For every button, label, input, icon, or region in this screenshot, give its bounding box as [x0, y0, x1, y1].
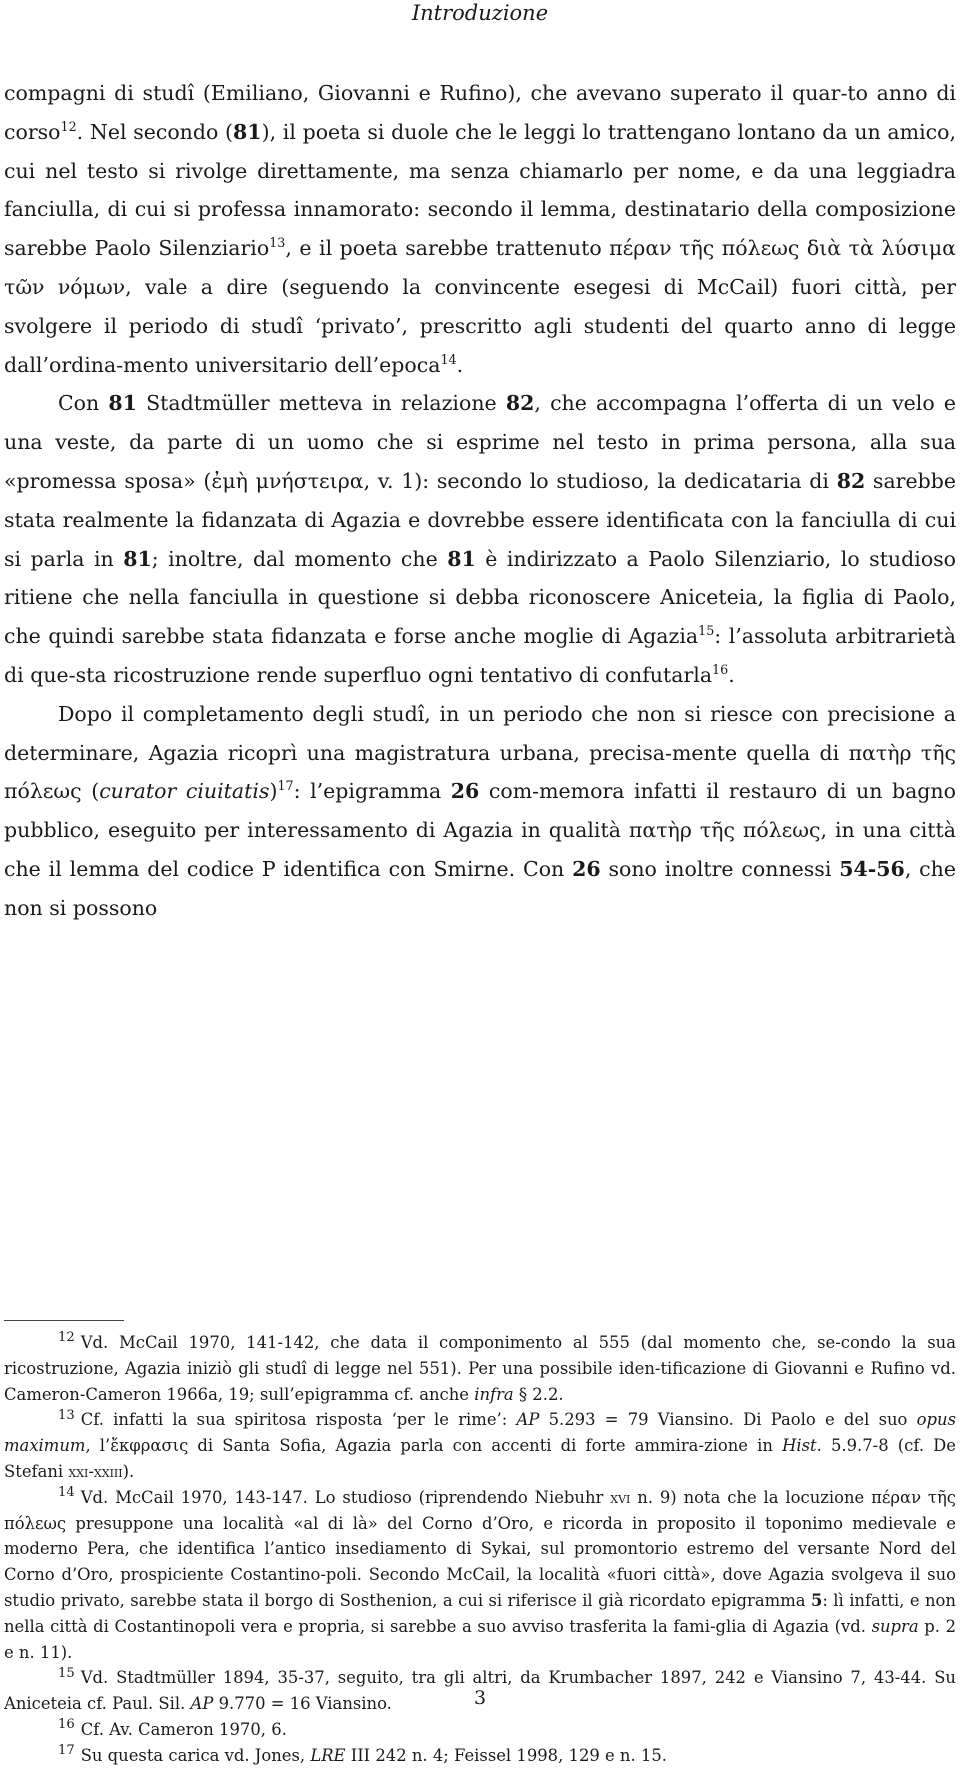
paragraph-2: Con 81 Stadtmüller metteva in relazione 82, che accompagna l’offerta di un velo e una veste, da parte di un uomo che si esprime nel testo in prima persona, alla sua «promessa sposa» (ἐμὴ μνήστειρα, v. 1): secondo lo studioso, la dedicataria di 82 sarebbe stata realmente la fidanzata di Agazia e dovrebbe essere identificata con la fanciulla di cui si parla in 81; inoltre, dal momento che 81 è indirizzato a Paolo Silenziario, lo studioso ritiene che nella fanciulla in questione si debba riconoscere Aniceteia, la figlia di Paolo, che quindi sarebbe stata fidanzata e forse anche moglie di Agazia$^{15}$: l’assoluta arbitrarietà di que-sta ricostruzione rende superfluo ogni tentativo di confutarla$^{16}$.	[4, 391, 957, 687]
latin-term: curator ciuitatis	[99, 779, 270, 804]
epigram-ref: 26	[450, 779, 480, 804]
footnote-number: 15	[58, 1665, 75, 1681]
footnote-13: $^{13}$ Cf. infatti la sua spiritosa risposta ‘per le rime’: AP 5.293 = 79 Viansino. Di Paolo e del suo opus maximum, l’ἔκφρασις di Santa Sofia, Agazia parla con accenti di forte ammira-zione in Hist. 5.9.7-8 (cf. De Stefani xxi-xxiii).	[4, 1407, 957, 1481]
paragraph-1: compagni di studî (Emiliano, Giovanni e Rufino), che avevano superato il quar-to anno di corso$^{12}$. Nel secondo (81), il poeta si duole che le leggi lo trattengano lontano da un amico, cui nel testo si rivolge direttamente, ma senza chiamarlo per nome, e da una leggiadra fanciulla, di cui si professa innamorato: secondo il lemma, destinatario della composizione sarebbe Paolo Silenziario$^{13}$, e il poeta sarebbe trattenuto πέραν τῆς πόλεως διὰ τὰ λύσιμα τῶν νόμων, vale a dire (seguendo la convincente esegesi di McCail) fuori città, per svolgere il periodo di studî ‘privato’, prescritto agli studenti del quarto anno di legge dall’ordina-mento universitario dell’epoca$^{14}$.	[4, 81, 956, 377]
main-text	[4, 74, 956, 928]
epigram-ref: 82	[505, 391, 535, 416]
epigram-ref: 82	[836, 468, 866, 493]
footnote-15: $^{15}$ Vd. Stadtmüller 1894, 35-37, seguito, tra gli altri, da Krumbacher 1897, 242 e Viansino 7, 43-44. Su Aniceteia cf. Paul. Sil. AP 9.770 = 16 Viansino.	[4, 1665, 956, 1714]
epigram-ref: 26	[572, 856, 601, 881]
footnote-number: 14	[58, 1485, 75, 1501]
footnote-12: $^{12}$ Vd. McCail 1970, 141-142, che data il componimento al 555 (dal momento che, se-condo la sua ricostruzione, Agazia iniziò gli studî di legge nel 551). Per una possibile iden-tificazione di Giovanni e Rufino vd. Cameron-Cameron 1966a, 19; sull’epigramma cf. anche infra § 2.2.	[4, 1330, 956, 1404]
footnote-number: 12	[58, 1330, 75, 1346]
epigram-ref: 81	[447, 546, 476, 571]
footnote-ref-16: 16	[712, 662, 729, 678]
running-head: Introduzione	[411, 1, 549, 25]
footnote-separator	[4, 1320, 124, 1321]
footnote-ref-17: 17	[277, 778, 294, 794]
footnote-ref-12: 12	[60, 118, 77, 134]
footnote-14: $^{14}$ Vd. McCail 1970, 143-147. Lo studioso (riprendendo Niebuhr xvi n. 9) nota che la locuzione πέραν τῆς πόλεως presuppone una località «al di là» del Corno d’Oro, e ricorda in proposito il toponimo medievale e moderno Pera, che identifica l’antico insediamento di Sykai, sul promontorio estremo del versante Nord del Corno d’Oro, prospiciente Costantino-poli. Secondo McCail, la località «fuori città», dove Agazia svolgeva il suo studio privato, sarebbe stata il borgo di Sosthenion, a cui si riferisce il già ricordato epigramma 5: lì infatti, e non nella città di Costantinopoli vera e propria, si sarebbe a suo avviso trasferita la fami-glia di Agazia (vd. supra p. 2 e n. 11).	[4, 1485, 956, 1662]
footnote-17: $^{17}$ Su questa carica vd. Jones, LRE III 242 n. 4; Feissel 1998, 129 e n. 15.	[58, 1743, 667, 1765]
epigram-ref: 81	[108, 391, 137, 416]
footnote-16: $^{16}$ Cf. Av. Cameron 1970, 6.	[58, 1717, 287, 1739]
footnote-number: 13	[58, 1407, 75, 1423]
epigram-ref: 54-56	[839, 856, 905, 881]
footnote-ref-13: 13	[269, 235, 286, 251]
footnote-ref-14: 14	[440, 351, 457, 367]
epigram-ref: 81	[233, 119, 262, 144]
page-number: 3	[473, 1687, 487, 1709]
footnote-number: 16	[58, 1717, 75, 1733]
paragraph-3: Dopo il completamento degli studî, in un periodo che non si riesce con precisione a determinare, Agazia ricoprì una magistratura urbana, precisa-mente quella di πατὴρ τῆς πόλεως (curator ciuitatis)$^{17}$: l’epigramma 26 com-memora infatti il restauro di un bagno pubblico, eseguito per interessamento di Agazia in qualità πατὴρ τῆς πόλεως, in una città che il lemma del codice P identifica con Smirne. Con 26 sono inoltre connessi 54-56, che non si possono	[4, 701, 956, 920]
footnote-number: 17	[58, 1743, 75, 1759]
epigram-ref: 81	[123, 546, 152, 571]
footnote-ref-15: 15	[698, 623, 715, 639]
